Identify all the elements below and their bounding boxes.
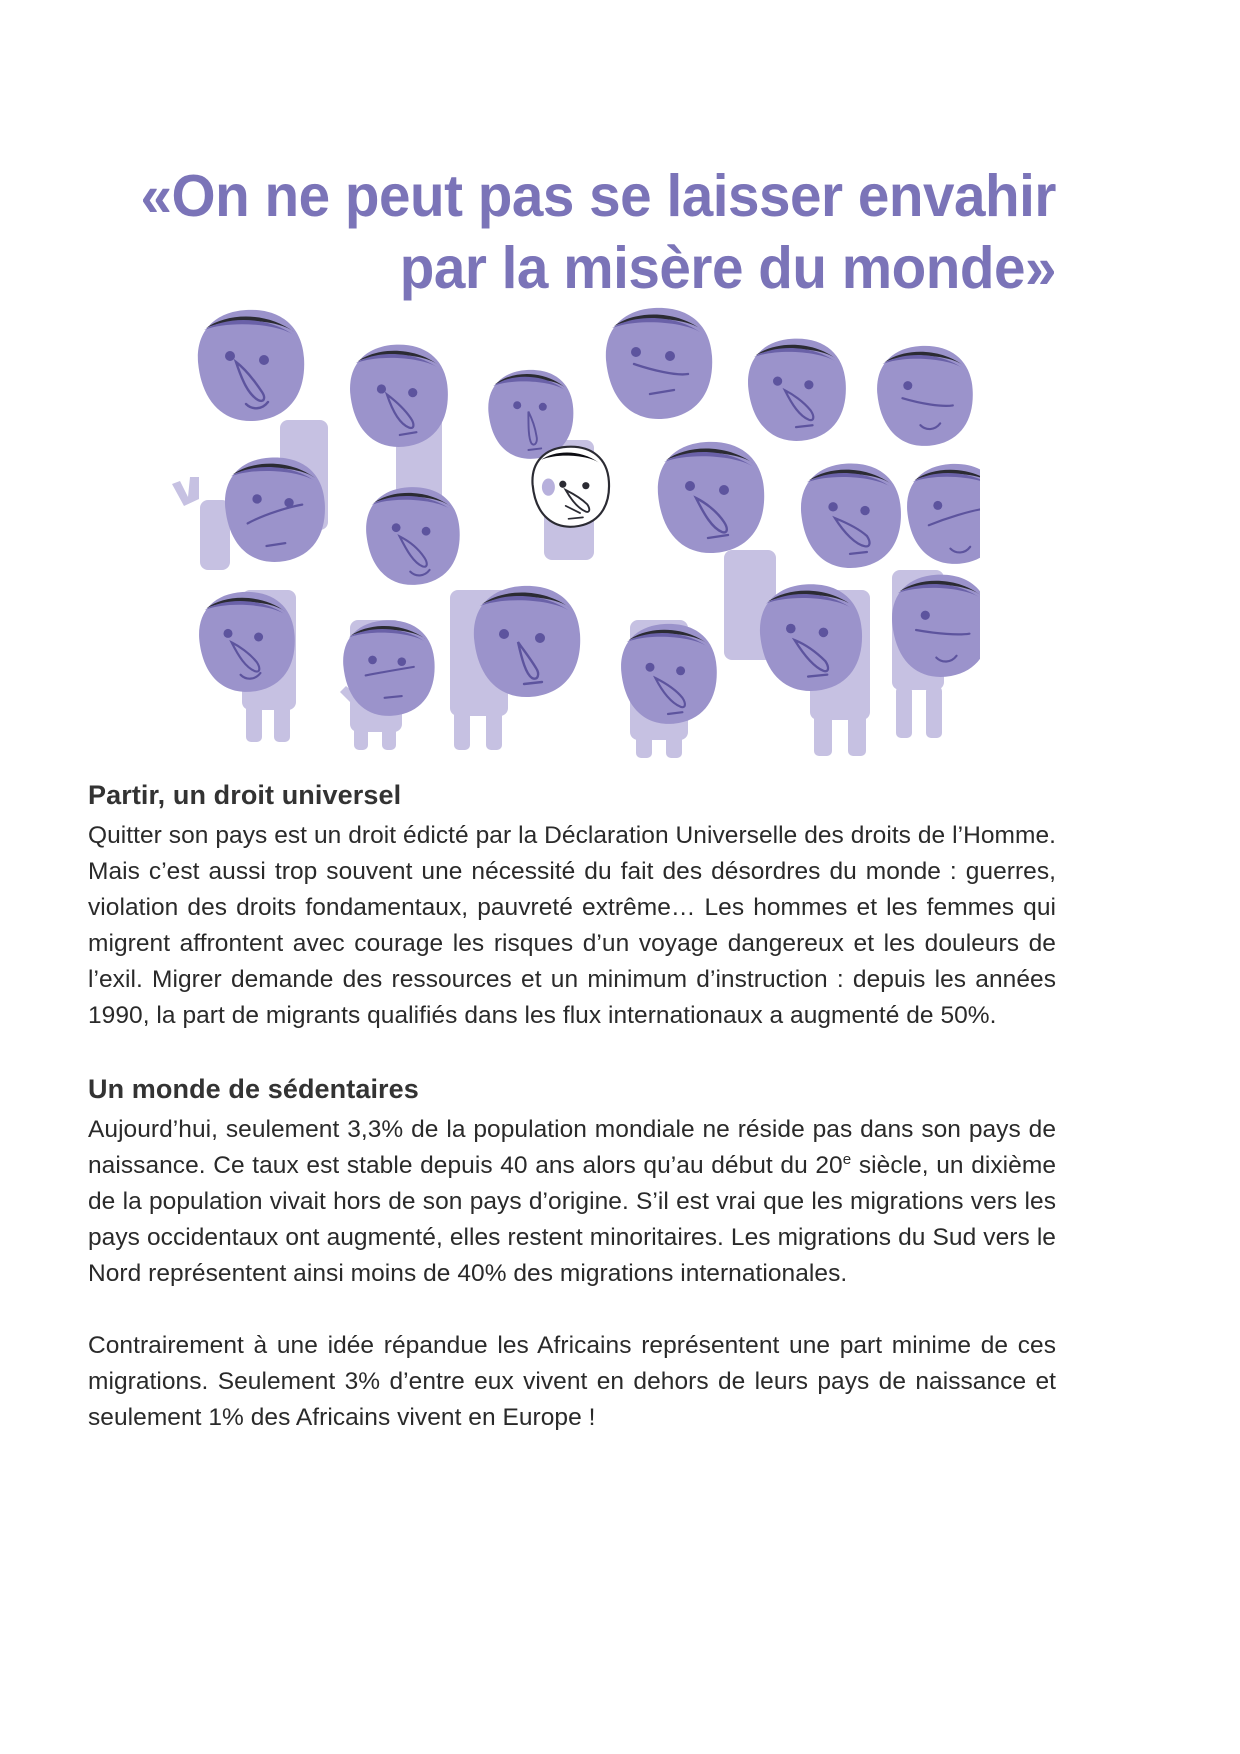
paragraph-partir-1: Quitter son pays est un droit édicté par la Déclaration Universelle des droits de l’Homme. Mais c’est aussi trop souvent une nécessité du fait des désordres du monde : guerres, violation des droits fondamentaux, pauvreté extrême… Les hommes et les femmes qui migrent affrontent avec courage les risques d’un voyage dangereux et les douleurs de l’exil. Migrer demande des ressources et un minimum d’instruction : depuis les années 1990, la part de migrants qualifiés dans les flux internationaux a augmenté de 50%.	[88, 822, 1056, 1029]
highlighted-figure	[532, 447, 609, 527]
figure-group-row2	[225, 442, 980, 585]
title-line-1: «On ne peut pas se laisser envahir	[140, 163, 1056, 229]
paragraph-sedentaires-1: Aujourd’hui, seulement 3,3% de la population mondiale ne réside pas dans son pays de naissance. Ce taux est stable depuis 40 ans alors qu’au début du 20e siècle, un dixième de la population vivait hors de son pays d’origine. S’il est vrai que les migrations vers les pays occidentaux ont augmenté, elles restent minoritaires. Les migrations du Sud vers le Nord représentent ainsi moins de 40% des migrations internationales.	[88, 1116, 1056, 1287]
paragraph-sedentaires-2: Contrairement à une idée répandue les Africains représentent une part minime de ces migrations. Seulement 3% d’entre eux vivent en dehors de leurs pays de naissance et seulement 1% des Africains vivent en Europe !	[88, 1332, 1056, 1431]
article-body	[88, 778, 1056, 1436]
title-line-2: par la misère du monde»	[399, 235, 1056, 301]
page-title	[88, 160, 1056, 304]
section-heading-partir: Partir, un droit universel	[88, 780, 402, 810]
crowd-illustration	[150, 290, 980, 770]
section-heading-sedentaires: Un monde de sédentaires	[88, 1074, 419, 1104]
